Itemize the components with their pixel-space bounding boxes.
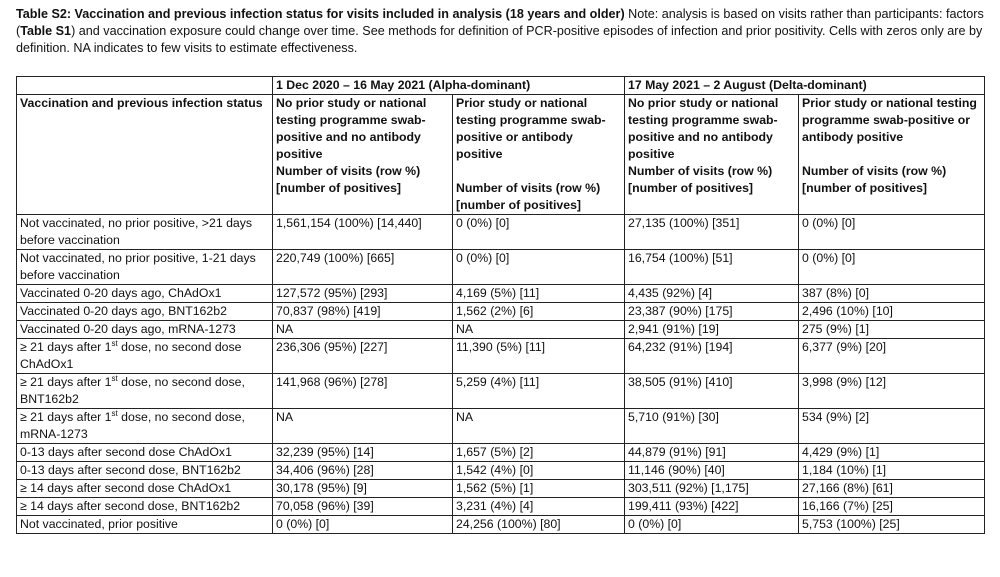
row-label-text: dose, no second dose, BNT162b2 (20, 375, 245, 406)
row-label-cell (17, 374, 273, 409)
row-label-cell: ≥ 14 days after second dose ChAdOx1 (17, 480, 273, 498)
table-row (17, 285, 985, 303)
data-cell: 0 (0%) [0] (625, 516, 799, 534)
data-cell: 0 (0%) [0] (799, 250, 985, 285)
row-label-cell (17, 339, 273, 374)
column-header-row (17, 95, 985, 215)
data-cell: 1,561,154 (100%) [14,440] (273, 215, 453, 250)
table-row (17, 444, 985, 462)
column-subhead-b: [number of positives] (276, 181, 402, 195)
data-cell: 27,135 (100%) [351] (625, 215, 799, 250)
data-cell: 2,941 (91%) [19] (625, 321, 799, 339)
data-cell: 127,572 (95%) [293] (273, 285, 453, 303)
data-cell: 16,166 (7%) [25] (799, 498, 985, 516)
data-cell: 0 (0%) [0] (799, 215, 985, 250)
data-cell: 5,259 (4%) [11] (453, 374, 625, 409)
row-label-cell: Not vaccinated, prior positive (17, 516, 273, 534)
column-header-cell (625, 95, 799, 215)
data-cell: 199,411 (93%) [422] (625, 498, 799, 516)
data-cell: 11,146 (90%) [40] (625, 462, 799, 480)
data-cell: NA (453, 409, 625, 444)
row-label-cell: Vaccinated 0-20 days ago, ChAdOx1 (17, 285, 273, 303)
data-cell: 24,256 (100%) [80] (453, 516, 625, 534)
column-head-text: No prior study or national testing programme swab-positive and no antibody positive (276, 96, 427, 161)
data-cell: 236,306 (95%) [227] (273, 339, 453, 374)
data-cell: 275 (9%) [1] (799, 321, 985, 339)
data-cell: 64,232 (91%) [194] (625, 339, 799, 374)
row-label-cell: Vaccinated 0-20 days ago, mRNA-1273 (17, 321, 273, 339)
data-cell: 2,496 (10%) [10] (799, 303, 985, 321)
table-row (17, 498, 985, 516)
row-label-cell: Vaccinated 0-20 days ago, BNT162b2 (17, 303, 273, 321)
data-cell: 1,562 (5%) [1] (453, 480, 625, 498)
column-subhead-a: Number of visits (row %) (276, 164, 421, 178)
row-label-text: ≥ 21 days after 1 (20, 340, 112, 354)
column-header-cell (799, 95, 985, 215)
data-cell: NA (273, 321, 453, 339)
row-label-text: dose, no second dose, mRNA-1273 (20, 410, 245, 441)
column-subhead-a: Number of visits (row %) (628, 164, 773, 178)
caption-title: Table S2: Vaccination and previous infection status for visits included in analysis (18 years and older) (16, 7, 625, 21)
table-row (17, 462, 985, 480)
table-row (17, 409, 985, 444)
column-subhead-b: [number of positives] (456, 198, 582, 212)
data-cell: 1,542 (4%) [0] (453, 462, 625, 480)
row-label-cell: Not vaccinated, no prior positive, 1-21 days before vaccination (17, 250, 273, 285)
data-cell: 44,879 (91%) [91] (625, 444, 799, 462)
column-subhead-b: [number of positives] (628, 181, 754, 195)
data-cell: 1,184 (10%) [1] (799, 462, 985, 480)
column-head-spacer (456, 163, 621, 180)
row-label-superscript: st (111, 339, 118, 348)
data-cell: NA (453, 321, 625, 339)
data-cell: 0 (0%) [0] (453, 250, 625, 285)
data-cell: 534 (9%) [2] (799, 409, 985, 444)
row-label-text: ≥ 21 days after 1 (20, 375, 112, 389)
row-label-cell: 0-13 days after second dose ChAdOx1 (17, 444, 273, 462)
column-header-cell (273, 95, 453, 215)
period-header-row (17, 77, 985, 95)
data-cell: 1,562 (2%) [6] (453, 303, 625, 321)
table-row (17, 321, 985, 339)
data-cell: 6,377 (9%) [20] (799, 339, 985, 374)
data-cell: 11,390 (5%) [11] (453, 339, 625, 374)
period-delta-header: 17 May 2021 – 2 August (Delta-dominant) (625, 77, 985, 95)
data-cell: 23,387 (90%) [175] (625, 303, 799, 321)
table-row (17, 339, 985, 374)
data-cell: 5,753 (100%) [25] (799, 516, 985, 534)
data-cell: 5,710 (91%) [30] (625, 409, 799, 444)
row-label-cell (17, 409, 273, 444)
data-cell: 0 (0%) [0] (453, 215, 625, 250)
column-head-text: Prior study or national testing programme swab-positive or antibody positive (802, 96, 977, 144)
data-table (16, 76, 985, 534)
table-row (17, 480, 985, 498)
data-cell: 220,749 (100%) [665] (273, 250, 453, 285)
data-cell: NA (273, 409, 453, 444)
row-label-superscript: st (111, 374, 118, 383)
caption-table-ref: Table S1 (20, 24, 72, 38)
table-row (17, 303, 985, 321)
column-head-text: Prior study or national testing programme swab-positive or antibody positive (456, 96, 606, 161)
row-header-cell: Vaccination and previous infection status (17, 95, 273, 215)
column-subhead-b: [number of positives] (802, 181, 928, 195)
row-label-cell: Not vaccinated, no prior positive, >21 days before vaccination (17, 215, 273, 250)
data-cell: 1,657 (5%) [2] (453, 444, 625, 462)
table-row (17, 250, 985, 285)
column-header-cell (453, 95, 625, 215)
row-label-text: dose, no second dose ChAdOx1 (20, 340, 242, 371)
data-cell: 70,058 (96%) [39] (273, 498, 453, 516)
data-cell: 27,166 (8%) [61] (799, 480, 985, 498)
row-label-superscript: st (111, 409, 118, 418)
data-cell: 303,511 (92%) [1,175] (625, 480, 799, 498)
data-cell: 34,406 (96%) [28] (273, 462, 453, 480)
data-cell: 30,178 (95%) [9] (273, 480, 453, 498)
caption-note-b: ) and vaccination exposure could change over time. See methods for definition of PCR-positive episodes of infection and prior positivity. Cells with zeros only are by definition. NA indicates to few visits to estimate effectiveness. (16, 24, 983, 55)
row-label-cell: ≥ 14 days after second dose, BNT162b2 (17, 498, 273, 516)
column-head-spacer (802, 146, 981, 163)
column-head-text: No prior study or national testing programme swab-positive and no antibody positive (628, 96, 779, 161)
empty-corner-cell (17, 77, 273, 95)
data-cell: 4,169 (5%) [11] (453, 285, 625, 303)
data-cell: 141,968 (96%) [278] (273, 374, 453, 409)
data-cell: 4,429 (9%) [1] (799, 444, 985, 462)
column-subhead-a: Number of visits (row %) (802, 164, 947, 178)
data-cell: 3,231 (4%) [4] (453, 498, 625, 516)
table-row (17, 516, 985, 534)
table-caption (16, 6, 1000, 57)
data-cell: 16,754 (100%) [51] (625, 250, 799, 285)
data-cell: 3,998 (9%) [12] (799, 374, 985, 409)
data-cell: 4,435 (92%) [4] (625, 285, 799, 303)
column-subhead-a: Number of visits (row %) (456, 181, 601, 195)
period-alpha-header: 1 Dec 2020 – 16 May 2021 (Alpha-dominant) (273, 77, 625, 95)
table-row (17, 374, 985, 409)
data-cell: 38,505 (91%) [410] (625, 374, 799, 409)
table-row (17, 215, 985, 250)
row-label-cell: 0-13 days after second dose, BNT162b2 (17, 462, 273, 480)
data-cell: 387 (8%) [0] (799, 285, 985, 303)
caption-note-a: Note: analysis is based on visits rather than participants: factors ( (16, 7, 984, 38)
data-cell: 32,239 (95%) [14] (273, 444, 453, 462)
row-label-text: ≥ 21 days after 1 (20, 410, 112, 424)
data-cell: 70,837 (98%) [419] (273, 303, 453, 321)
data-cell: 0 (0%) [0] (273, 516, 453, 534)
